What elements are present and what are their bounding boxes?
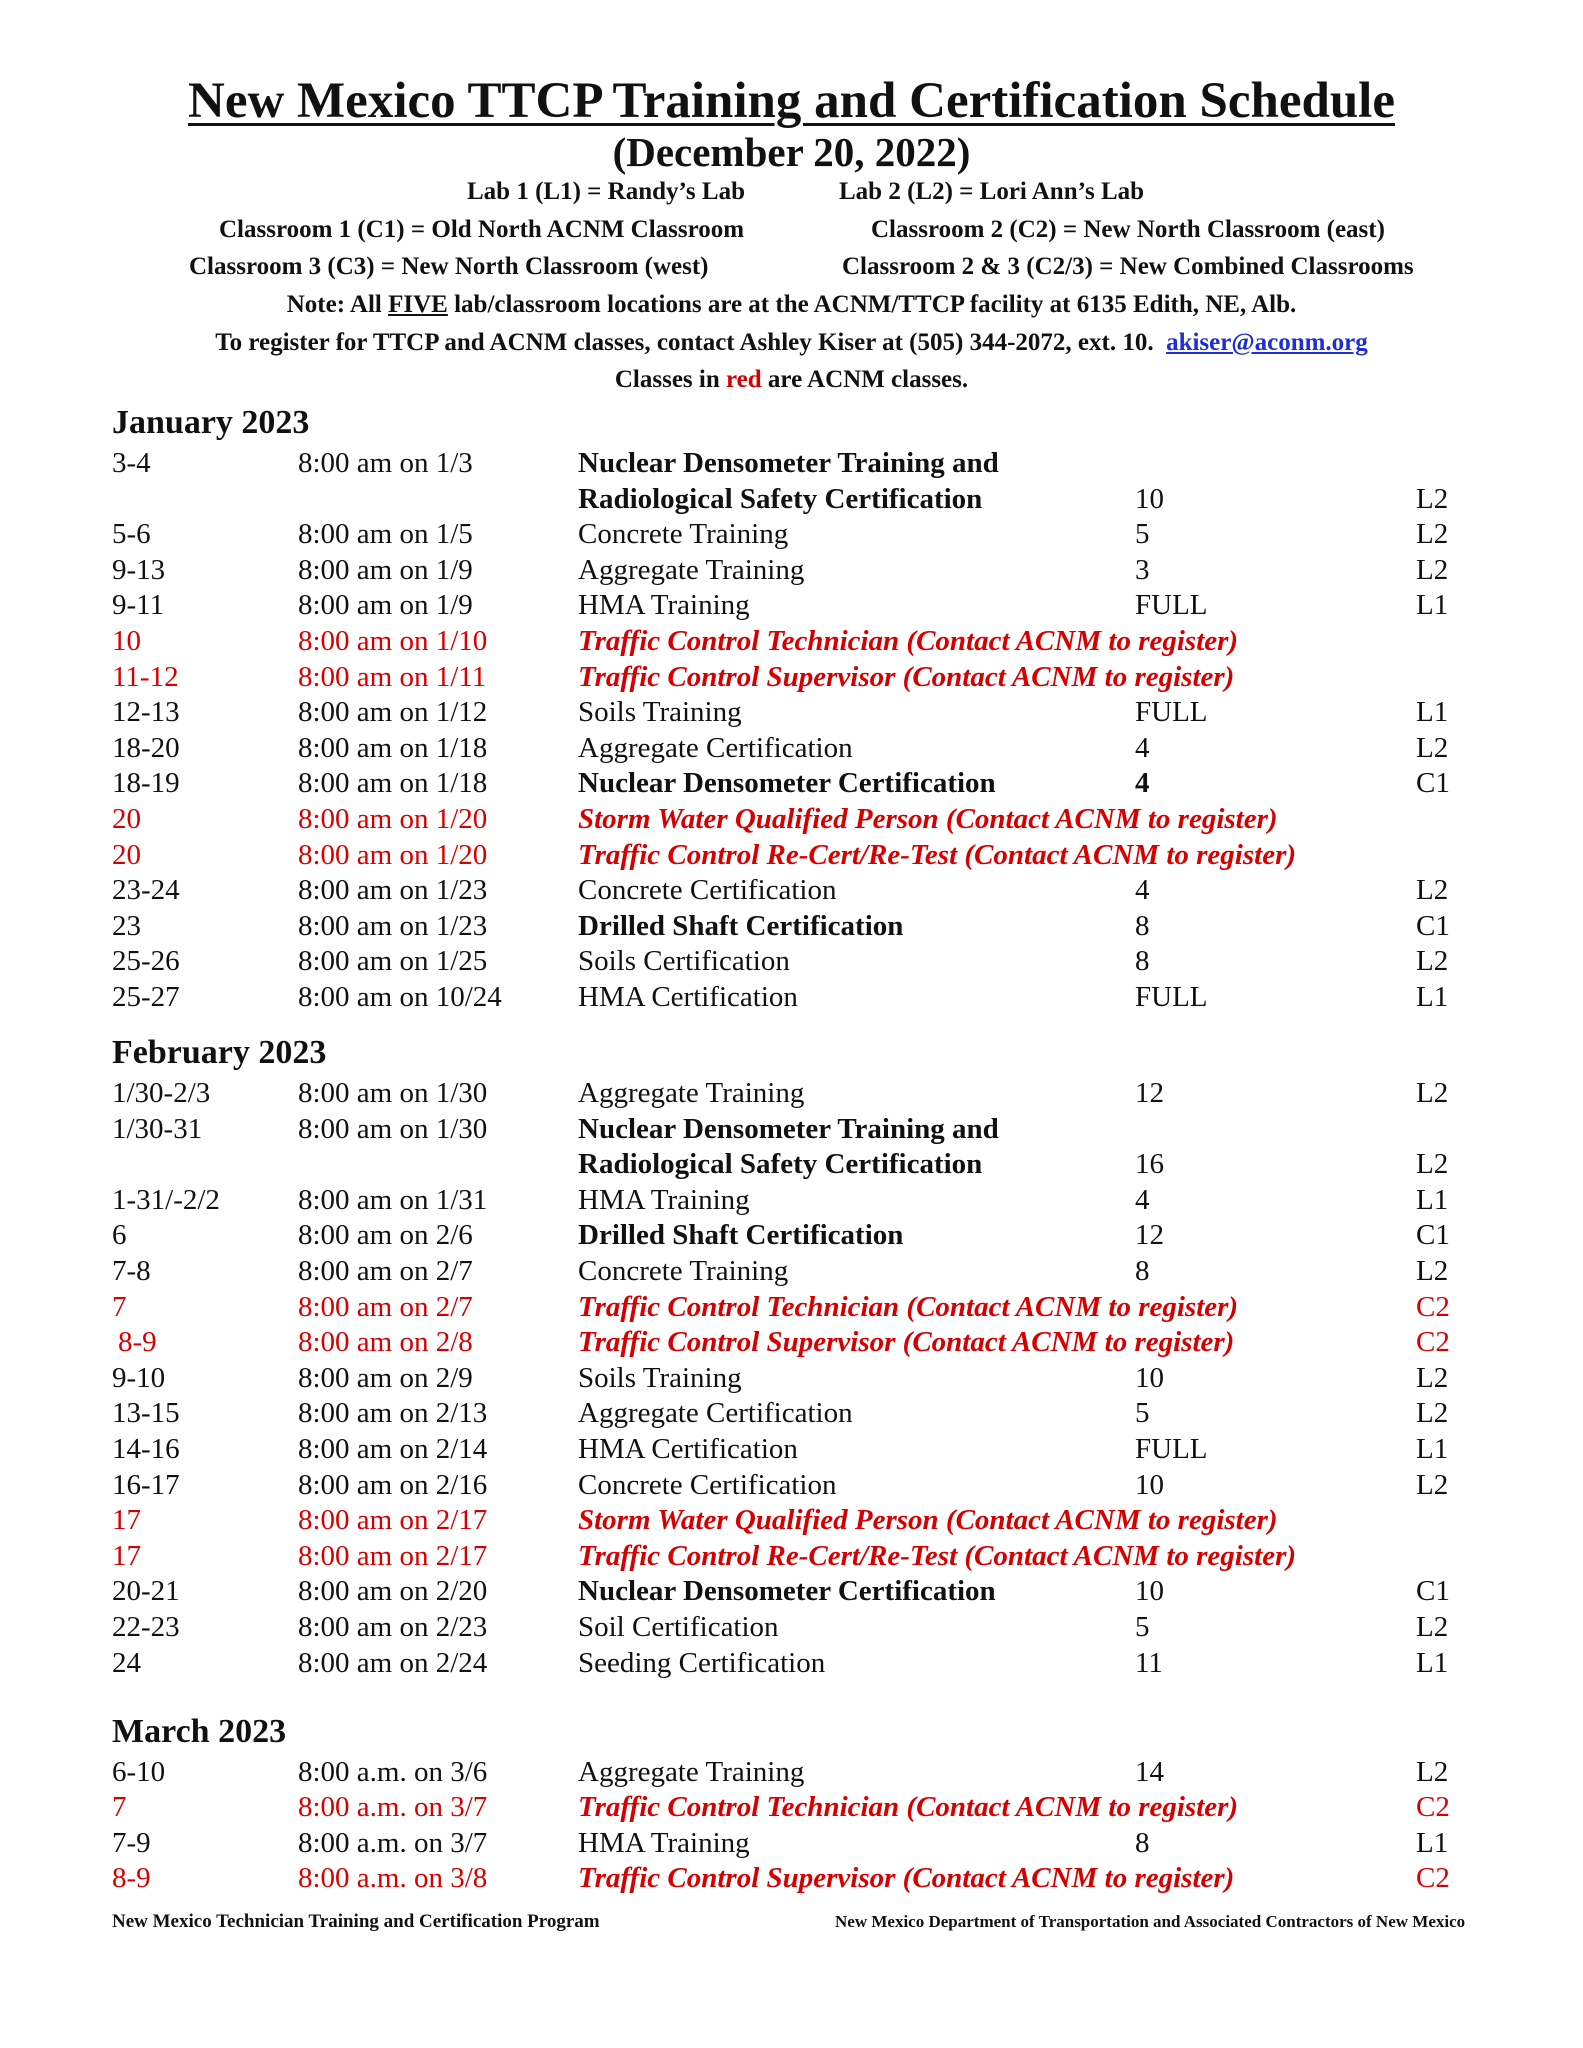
schedule-row: 9-10 8:00 am on 2/9 Soils Training 10 L2 [112, 1362, 1449, 1394]
month-february: February 2023 [112, 1034, 327, 1071]
schedule-row: 14-16 8:00 am on 2/14 HMA Certification FULL L1 [112, 1433, 1449, 1465]
schedule-row: 9-11 8:00 am on 1/9 HMA Training FULL L1 [112, 589, 1449, 621]
register-note: To register for TTCP and ACNM classes, contact Ashley Kiser at (505) 344-2072, ext. 10. akiser@aconm.org [215, 329, 1368, 356]
schedule-row: 7-9 8:00 a.m. on 3/7 HMA Training 8 L1 [112, 1827, 1449, 1859]
legend-classroom1: Classroom 1 (C1) = Old North ACNM Classroom [219, 216, 745, 243]
schedule-row: 20 8:00 am on 1/20 Traffic Control Re-Cert/Re-Test (Contact ACNM to register) [112, 839, 1297, 871]
email-link[interactable]: akiser@aconm.org [1166, 329, 1368, 356]
schedule-row: 20 8:00 am on 1/20 Storm Water Qualified Person (Contact ACNM to register) [112, 803, 1278, 835]
five-emphasis: FIVE [388, 291, 448, 318]
month-march: March 2023 [112, 1713, 287, 1750]
schedule-row: 23-24 8:00 am on 1/23 Concrete Certification 4 L2 [112, 874, 1449, 906]
schedule-row: 22-23 8:00 am on 2/23 Soil Certification 5 L2 [112, 1611, 1449, 1643]
schedule-row: 1-31/-2/2 8:00 am on 1/31 HMA Training 4 L1 [112, 1184, 1449, 1216]
schedule-row: 8-9 8:00 a.m. on 3/8 Traffic Control Supervisor (Contact ACNM to register) C2 [112, 1862, 1450, 1894]
schedule-row: 18-19 8:00 am on 1/18 Nuclear Densometer Certification 4 C1 [112, 767, 1450, 799]
schedule-row: 5-6 8:00 am on 1/5 Concrete Training 5 L2 [112, 518, 1449, 550]
schedule-row: 25-27 8:00 am on 10/24 HMA Certification FULL L1 [112, 981, 1449, 1013]
schedule-row: 25-26 8:00 am on 1/25 Soils Certification 8 L2 [112, 945, 1449, 977]
schedule-row: 9-13 8:00 am on 1/9 Aggregate Training 3 L2 [112, 554, 1449, 586]
schedule-row: 8-9 8:00 am on 2/8 Traffic Control Supervisor (Contact ACNM to register) C2 [118, 1326, 1450, 1358]
schedule-row: 7-8 8:00 am on 2/7 Concrete Training 8 L2 [112, 1255, 1449, 1287]
red-word: red [726, 366, 762, 393]
schedule-date: (December 20, 2022) [612, 129, 971, 175]
schedule-row: 13-15 8:00 am on 2/13 Aggregate Certification 5 L2 [112, 1397, 1449, 1429]
schedule-row: 20-21 8:00 am on 2/20 Nuclear Densometer Certification 10 C1 [112, 1575, 1450, 1607]
legend-classroom2: Classroom 2 (C2) = New North Classroom (east) [871, 216, 1385, 243]
legend-lab1: Lab 1 (L1) = Randy’s Lab [467, 178, 745, 205]
schedule-row: 11-12 8:00 am on 1/11 Traffic Control Supervisor (Contact ACNM to register) [112, 661, 1235, 693]
page-title: New Mexico TTCP Training and Certification Schedule [188, 73, 1395, 129]
legend-classroom3: Classroom 3 (C3) = New North Classroom (west) [189, 253, 709, 280]
schedule-row: Radiological Safety Certification 10 L2 [578, 483, 1449, 515]
legend-lab2: Lab 2 (L2) = Lori Ann’s Lab [839, 178, 1145, 205]
schedule-row: Radiological Safety Certification 16 L2 [578, 1148, 1449, 1180]
schedule-row: 7 8:00 a.m. on 3/7 Traffic Control Technician (Contact ACNM to register) C2 [112, 1791, 1450, 1823]
legend-classroom23: Classroom 2 & 3 (C2/3) = New Combined Classrooms [842, 253, 1414, 280]
schedule-row: 24 8:00 am on 2/24 Seeding Certification 11 L1 [112, 1647, 1449, 1679]
schedule-row: 1/30-2/3 8:00 am on 1/30 Aggregate Training 12 L2 [112, 1077, 1449, 1109]
schedule-row: 6 8:00 am on 2/6 Drilled Shaft Certification 12 C1 [112, 1219, 1450, 1251]
location-note: Note: All FIVE lab/classroom locations are at the ACNM/TTCP facility at 6135 Edith, NE, Alb. [286, 291, 1297, 318]
schedule-row: 16-17 8:00 am on 2/16 Concrete Certification 10 L2 [112, 1469, 1449, 1501]
footer-left: New Mexico Technician Training and Certification Program [112, 1911, 600, 1932]
schedule-row: 12-13 8:00 am on 1/12 Soils Training FULL L1 [112, 696, 1449, 728]
schedule-row: 1/30-31 8:00 am on 1/30 Nuclear Densometer Training and [112, 1113, 999, 1145]
month-january: January 2023 [112, 404, 310, 441]
schedule-row: 23 8:00 am on 1/23 Drilled Shaft Certification 8 C1 [112, 910, 1450, 942]
red-classes-note: Classes in red are ACNM classes. [614, 366, 969, 393]
schedule-row: 17 8:00 am on 2/17 Traffic Control Re-Cert/Re-Test (Contact ACNM to register) [112, 1540, 1297, 1572]
footer-right: New Mexico Department of Transportation and Associated Contractors of New Mexico [835, 1912, 1466, 1931]
schedule-row: 18-20 8:00 am on 1/18 Aggregate Certification 4 L2 [112, 732, 1449, 764]
schedule-row: 10 8:00 am on 1/10 Traffic Control Technician (Contact ACNM to register) [112, 625, 1239, 657]
schedule-row: 3-4 8:00 am on 1/3 Nuclear Densometer Training and [112, 447, 999, 479]
schedule-row: 7 8:00 am on 2/7 Traffic Control Technician (Contact ACNM to register) C2 [112, 1291, 1450, 1323]
schedule-row: 6-10 8:00 a.m. on 3/6 Aggregate Training 14 L2 [112, 1756, 1449, 1788]
schedule-row: 17 8:00 am on 2/17 Storm Water Qualified Person (Contact ACNM to register) [112, 1504, 1278, 1536]
